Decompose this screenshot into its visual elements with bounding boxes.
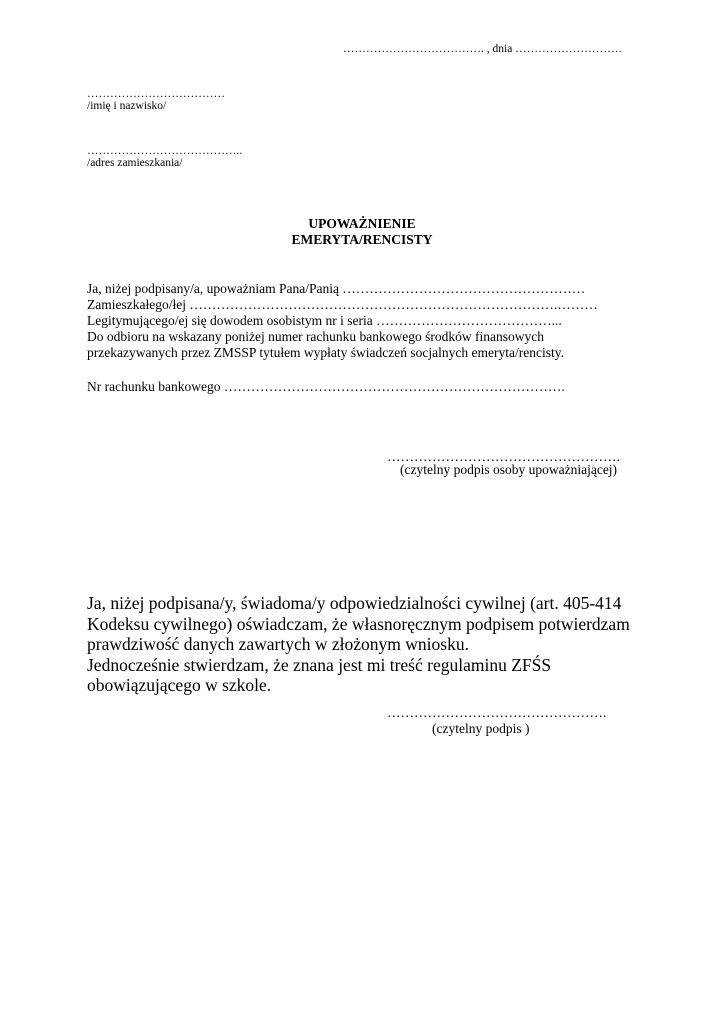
authorization-line-5: przekazywanych przez ZMSSP tytułem wypłaty świadczeń socjalnych emeryta/rencisty. xyxy=(87,345,564,360)
authorization-line-1: Ja, niżej podpisany/a, upoważniam Pana/Panią ……………………………………………… xyxy=(87,281,586,296)
address-field-label: /adres zamieszkania/ xyxy=(87,157,183,169)
signature-2-dots: …………………………………………. xyxy=(387,705,607,720)
place-date-field: ………………………………. , dnia ………………………. xyxy=(343,43,622,55)
declaration-line-5: obowiązującego w szkole. xyxy=(87,675,272,695)
declaration-line-2: Kodeksu cywilnego) oświadczam, że własnoręcznym podpisem potwierdzam xyxy=(87,614,630,634)
declaration-line-3: prawdziwość danych zawartych w złożonym wniosku. xyxy=(87,634,469,654)
authorization-line-3: Legitymującego/ej się dowodem osobistym nr i seria …………………………………... xyxy=(87,313,562,328)
authorization-line-4: Do odbioru na wskazany poniżej numer rachunku bankowego środków finansowych xyxy=(87,329,545,344)
declaration-line-1: Ja, niżej podpisana/y, świadoma/y odpowiedzialności cywilnej (art. 405-414 xyxy=(87,593,622,613)
document-title-line1: UPOWAŻNIENIE xyxy=(308,216,416,231)
address-field-dots: ………………………………….. xyxy=(87,145,243,157)
signature-2-label: (czytelny podpis ) xyxy=(432,721,530,736)
declaration-line-4: Jednocześnie stwierdzam, że znana jest mi treść regulaminu ZFŚS xyxy=(87,655,552,675)
document-title-line2: EMERYTA/RENCISTY xyxy=(291,232,433,247)
authorization-line-2: Zamieszkałego/łej ……………………………………………………………………….……… xyxy=(87,297,598,312)
bank-account-line: Nr rachunku bankowego …………………………………………………………………. xyxy=(87,379,565,394)
signature-1-dots: ……………………………………………. xyxy=(387,449,620,464)
name-field-label: /imię i nazwisko/ xyxy=(87,100,167,112)
name-field-dots: ……………………………… xyxy=(87,88,225,100)
signature-1-label: (czytelny podpis osoby upoważniającej) xyxy=(400,462,618,477)
document-title xyxy=(0,216,724,248)
